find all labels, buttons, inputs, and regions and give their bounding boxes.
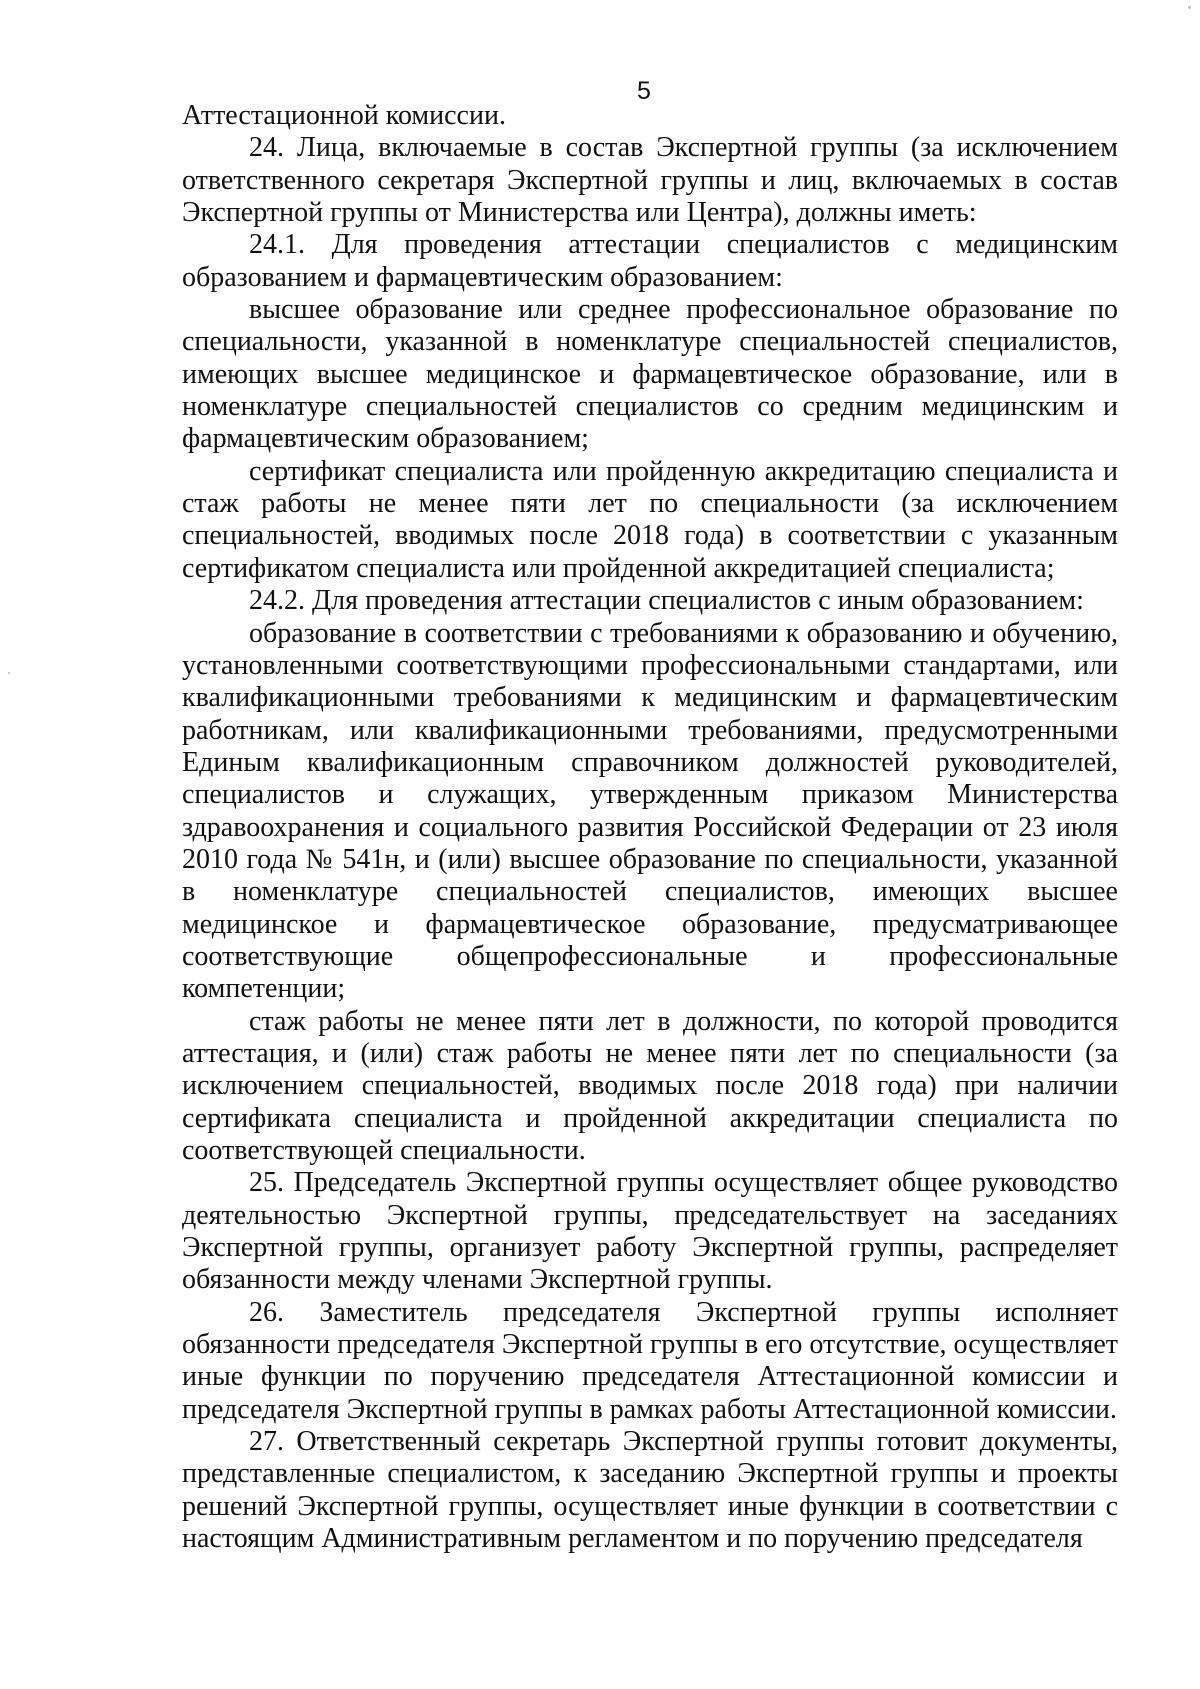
paragraph-26: 26. Заместитель председателя Экспертной группы исполняет обязанности председателя Экспертной группы в его отсутствие, осуществляет иные функции по поручению председателя Аттестационной комиссии и председателя Экспертной группы в рамках работы Аттестационной комиссии. xyxy=(182,1296,1118,1425)
paragraph-24-1-education: высшее образование или среднее профессиональное образование по специальности, указанной в номенклатуре специальностей специалистов, имеющих высшее медицинское и фармацевтическое образование, или в номенклатуре специальностей специалистов со средним медицинским и фармацевтическим образованием; xyxy=(182,294,1118,455)
paragraph-24-2: 24.2. Для проведения аттестации специалистов с иным образованием: xyxy=(249,585,1084,617)
paragraph-24-1-certificate: сертификат специалиста или пройденную аккредитацию специалиста и стаж работы не менее пяти лет по специальности (за исключением специальностей, вводимых после 2018 года) в соответствии с указанным сертификатом специалиста или пройденной аккредитацией специалиста; xyxy=(182,455,1118,584)
paragraph-24-2-experience: стаж работы не менее пяти лет в должности, по которой проводится аттестация, и (или) стаж работы не менее пяти лет по специальности (за исключением специальностей, вводимых после 2018 года) при наличии сертификата специалиста и пройденной аккредитации специалиста по соответствующей специальности. xyxy=(182,1005,1118,1166)
paragraph-24-2-education: образование в соответствии с требованиями к образованию и обучению, установленными соответствующими профессиональными стандартами, или квалификационными требованиями к медицинским и фармацевтическим работникам, или квалификационными требованиями, предусмотренными Единым квалификационным справочником должностей руководителей, специалистов и служащих, утвержденным приказом Министерства здравоохранения и социального развития Российской Федерации от 23 июля 2010 года № 541н, и (или) высшее образование по специальности, указанной в номенклатуре специальностей специалистов, имеющих высшее медицинское и фармацевтическое образование, предусматривающее соответствующие общепрофессиональные и профессиональные компетенции; xyxy=(182,617,1118,1005)
paragraph-25: 25. Председатель Экспертной группы осуществляет общее руководство деятельностью Экспертной группы, председательствует на заседаниях Экспертной группы, организует работу Экспертной группы, распределяет обязанности между членами Экспертной группы. xyxy=(182,1167,1118,1296)
paragraph-24: 24. Лица, включаемые в состав Экспертной группы (за исключением ответственного секретаря Экспертной группы и лиц, включаемых в состав Экспертной группы от Министерства или Центра), должны иметь: xyxy=(182,132,1118,229)
paragraph-continuation: Аттестационной комиссии. xyxy=(182,100,506,131)
paragraph-27: 27. Ответственный секретарь Экспертной группы готовит документы, представленные специалистом, к заседанию Экспертной группы и проекты решений Экспертной группы, осуществляет иные функции в соответствии с настоящим Административным регламентом и по поручению председателя xyxy=(182,1426,1118,1555)
paragraph-24-1: 24.1. Для проведения аттестации специалистов с медицинским образованием и фармацевтическим образованием: xyxy=(182,229,1118,293)
scan-speck xyxy=(1188,6,1191,9)
page-number: 5 xyxy=(637,77,651,105)
document-body xyxy=(182,100,1118,1555)
scan-speck xyxy=(8,672,10,674)
